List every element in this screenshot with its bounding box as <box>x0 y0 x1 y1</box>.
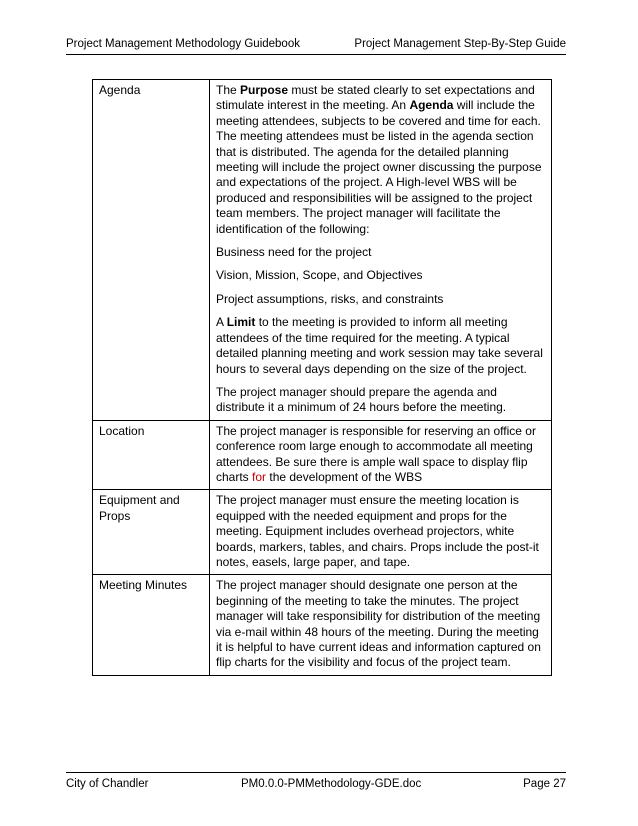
row-content <box>210 575 552 675</box>
header-right-title: Project Management Step-By-Step Guide <box>354 38 566 50</box>
row-label: Location <box>93 420 210 490</box>
row-label: Meeting Minutes <box>93 575 210 675</box>
row-content <box>210 490 552 575</box>
footer-organization: City of Chandler <box>66 778 149 790</box>
minutes-paragraph: The project manager should designate one person at the beginning of the meeting to take the minutes. The project manager will take responsibility for distribution of the meeting via e-mail within 48 hours of the meeting. During the meeting it is helpful to have current ideas and information captured on flip charts for the visibility and focus of the project team. <box>216 578 541 670</box>
location-paragraph: The project manager is responsible for reserving an office or conference room large enough to accommodate all meeting attendees. Be sure there is ample wall space to display flip charts for the development of the WBS <box>216 423 536 484</box>
agenda-limit-paragraph: A Limit to the meeting is provided to inform all meeting attendees of the time required for the meeting. A typical detailed planning meeting and work session may take several hours to several days depending on the size of the project. <box>216 315 543 376</box>
header-rule <box>66 54 566 55</box>
meeting-planning-table <box>92 79 552 676</box>
row-label: Equipment and Props <box>93 490 210 575</box>
agenda-item-assumptions: Project assumptions, risks, and constraints <box>216 291 444 306</box>
footer-rule <box>66 772 566 773</box>
table-row-agenda <box>93 80 552 421</box>
agenda-item-business-need: Business need for the project <box>216 245 372 260</box>
row-content <box>210 80 552 421</box>
agenda-distribution-paragraph: The project manager should prepare the agenda and distribute it a minimum of 24 hours before the meeting. <box>216 384 507 415</box>
equipment-paragraph: The project manager must ensure the meeting location is equipped with the needed equipment and props for the meeting. Equipment includes overhead projectors, white boards, markers, tables, and chairs. Props include the post-it notes, easels, large paper, and tape. <box>216 493 539 569</box>
header-left-title: Project Management Methodology Guidebook <box>66 38 300 50</box>
table-row-minutes <box>93 575 552 675</box>
row-label: Agenda <box>93 80 210 421</box>
footer-page-number: Page 27 <box>523 778 566 790</box>
row-content <box>210 420 552 490</box>
highlighted-word: for <box>252 469 267 484</box>
table-row-location <box>93 420 552 490</box>
agenda-item-vision: Vision, Mission, Scope, and Objectives <box>216 268 423 283</box>
footer-filename: PM0.0.0-PMMethodology-GDE.doc <box>241 778 422 790</box>
agenda-purpose-paragraph: The Purpose must be stated clearly to set expectations and stimulate interest in the meeting. An Agenda will include the meeting attendees, subjects to be covered and time for each. The meeting attendees must be listed in the agenda section that is distributed. The agenda for the detailed planning meeting will include the project owner discussing the purpose and expectations of the project. A High-level WBS will be produced and responsibilities will be assigned to the project team members. The project manager will facilitate the identification of the following: <box>216 83 542 236</box>
table-row-equipment <box>93 490 552 575</box>
